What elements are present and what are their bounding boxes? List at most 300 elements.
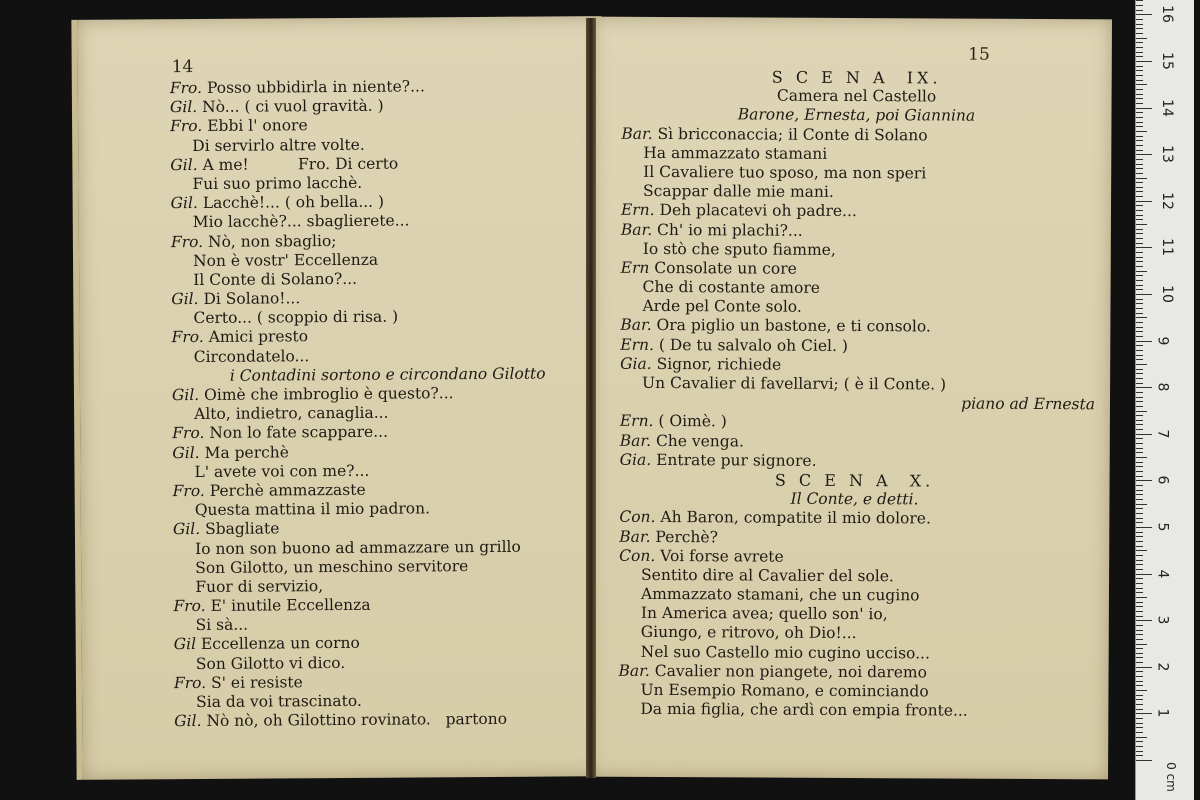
ruler-tick (1136, 639, 1143, 640)
ruler-number: 14 (1158, 98, 1175, 117)
speaker-label: Gil. (170, 194, 198, 213)
ruler-tick (1136, 429, 1143, 430)
verse-line (171, 230, 545, 252)
line-text: Alto, indietro, canaglia... (194, 403, 389, 424)
ruler-tick (1136, 364, 1147, 365)
verse-line (621, 239, 1096, 261)
ruler-tick (1136, 690, 1147, 691)
ruler-tick (1136, 196, 1143, 197)
verse-line (171, 192, 545, 214)
ruler-tick (1136, 723, 1143, 724)
line-text: Giungo, e ritrovo, oh Dio!... (640, 623, 857, 643)
verse-line (619, 585, 1094, 607)
speaker-label: Ern (620, 258, 650, 277)
verse-line (173, 518, 547, 540)
ruler-tick (1136, 14, 1152, 15)
verse-line (618, 681, 1093, 703)
ruler-tick (1136, 61, 1152, 62)
ruler-tick (1136, 159, 1143, 160)
verse-line (620, 297, 1095, 319)
ruler-tick (1136, 606, 1143, 607)
speaker-label: Fro. (172, 424, 205, 443)
speaker-label: Gil. (172, 520, 201, 539)
ruler-number: 16 (1158, 5, 1175, 24)
ruler-tick (1136, 555, 1143, 556)
line-text: Il Cavaliere tuo sposo, ma non speri (643, 162, 927, 183)
ruler-tick (1136, 173, 1143, 174)
speaker-label: Gia. (620, 354, 652, 373)
line-text: Ma perchè (199, 442, 289, 462)
verse-line (622, 86, 1092, 108)
ruler-tick (1136, 438, 1143, 439)
right-page (588, 17, 1112, 780)
verse-line (621, 105, 1091, 127)
speaker-label: Bar. (620, 316, 652, 335)
line-text: Io stò che sputo fiamme, (642, 239, 836, 259)
ruler-tick (1136, 112, 1143, 113)
line-text: Ebbi l' onore (202, 116, 308, 136)
ruler-tick (1136, 154, 1152, 155)
verse-line (619, 662, 1094, 684)
book-gutter (586, 18, 596, 778)
ruler-tick (1136, 667, 1152, 668)
ruler-tick (1136, 630, 1143, 631)
ruler-tick (1136, 485, 1143, 486)
ruler-number: 8 (1154, 382, 1171, 392)
verse-line (170, 115, 544, 137)
line-text: Eccellenza un corno (195, 634, 360, 654)
verse-line (170, 96, 544, 118)
verse-line (171, 211, 545, 233)
ruler-tick (1136, 266, 1143, 267)
line-text: ( De tu salvalo oh Ciel. ) (653, 335, 848, 355)
ruler-tick (1136, 261, 1143, 262)
speaker-label: Fro. (170, 117, 203, 136)
verse-line (620, 431, 1095, 453)
ruler-tick (1136, 648, 1143, 649)
ruler-tick (1136, 317, 1147, 318)
verse-line (173, 595, 547, 617)
line-text: Ammazzato stamani, che un cugino (640, 584, 920, 605)
ruler-tick (1136, 355, 1143, 356)
verse-line (171, 268, 545, 290)
speaker-label: Bar. (620, 220, 653, 239)
verse-line (620, 374, 1095, 396)
ruler-tick (1136, 713, 1152, 714)
verse-line (622, 67, 1092, 89)
ruler-tick (1136, 38, 1147, 39)
ruler-tick (1136, 466, 1143, 467)
ruler-tick (1136, 504, 1147, 505)
speaker-label: Ern. (620, 201, 655, 220)
ruler-tick (1136, 178, 1147, 179)
ruler-tick (1136, 406, 1143, 407)
ruler-tick (1136, 448, 1143, 449)
ruler-tick (1136, 94, 1143, 95)
line-text: Son Gilotto, un meschino servitore (195, 556, 469, 577)
line-text: Nò nò, oh Gilottino rovinato. partono (201, 710, 508, 731)
speaker-label: Ern. (620, 335, 654, 354)
ruler-tick (1136, 89, 1143, 90)
ruler-tick (1136, 359, 1143, 360)
verse-line (621, 144, 1096, 166)
ruler-tick (1136, 0, 1143, 1)
ruler-tick (1136, 741, 1143, 742)
line-text: S' ei resiste (206, 673, 303, 692)
line-text: Non è vostr' Eccellenza (192, 250, 379, 270)
ruler-number: 10 (1158, 285, 1175, 303)
line-text: Questa mattina il mio padron. (194, 499, 431, 520)
left-page (71, 16, 606, 780)
ruler-tick (1136, 411, 1147, 412)
line-text: piano ad Ernesta (961, 394, 1096, 414)
ruler-tick (1136, 182, 1143, 183)
ruler-tick (1136, 378, 1143, 379)
verse-line (172, 384, 546, 406)
ruler-tick (1136, 574, 1152, 575)
line-text: Il Conte, e detti. (790, 489, 919, 509)
ruler-tick (1136, 550, 1147, 551)
verse-line (171, 307, 545, 329)
ruler-tick (1136, 471, 1143, 472)
line-text: Un Cavalier di favellarvi; ( è il Conte. ) (642, 373, 947, 394)
line-text: Entrate pur signore. (651, 450, 817, 470)
verse-line (619, 527, 1094, 549)
ruler-tick (1136, 681, 1143, 682)
verse-line (621, 124, 1096, 146)
verse-line (620, 470, 1090, 492)
ruler-tick (1136, 662, 1143, 663)
ruler-tick (1136, 397, 1143, 398)
ruler-number: 11 (1158, 238, 1175, 257)
ruler-tick (1136, 616, 1143, 617)
verse-line (173, 499, 547, 521)
ruler-tick (1136, 602, 1143, 603)
ruler-tick (1136, 709, 1143, 710)
ruler-tick (1136, 494, 1143, 495)
ruler-unit-label: 0 cm (1163, 762, 1178, 792)
ruler-tick (1136, 499, 1143, 500)
speaker-label: Fro. (171, 328, 204, 347)
ruler-tick (1136, 5, 1143, 6)
verse-line (172, 345, 546, 367)
speaker-label: Con. (619, 508, 656, 527)
ruler-number: 4 (1154, 569, 1171, 579)
line-text: Fui suo primo lacchè. (192, 173, 363, 193)
line-text: Mio lacchè?... sbaglierete... (192, 211, 410, 232)
line-text: S C E N A X. (774, 470, 935, 491)
verse-line (619, 642, 1094, 664)
speaker-label: Bar. (621, 124, 653, 143)
ruler-tick (1136, 699, 1143, 700)
ruler-number: 7 (1154, 429, 1171, 439)
ruler-tick (1136, 117, 1143, 118)
ruler-tick (1136, 98, 1143, 99)
ruler-tick (1136, 704, 1143, 705)
page-number-right: 15 (968, 44, 990, 65)
verse-line (174, 614, 548, 636)
verse-line (174, 633, 548, 655)
ruler-tick (1136, 369, 1143, 370)
ruler-tick (1136, 331, 1143, 332)
verse-line (170, 77, 544, 99)
ruler-tick (1136, 219, 1143, 220)
ruler-tick (1136, 56, 1143, 57)
ruler-tick (1136, 164, 1143, 165)
ruler-tick (1136, 52, 1143, 53)
verse-line (620, 451, 1095, 473)
verse-line (172, 460, 546, 482)
line-text: Nel suo Castello mio cugino ucciso... (640, 642, 930, 663)
ruler-tick (1136, 150, 1143, 151)
ruler-tick (1136, 564, 1143, 565)
line-text: Che venga. (650, 431, 744, 451)
ruler-tick (1136, 187, 1143, 188)
line-text: Non lo fate scappare... (204, 423, 389, 443)
ruler-tick (1136, 336, 1143, 337)
ruler-tick (1136, 205, 1143, 206)
line-text: Perchè ammazzaste (204, 480, 366, 500)
ruler-tick (1136, 657, 1143, 658)
verse-line (621, 259, 1096, 281)
line-text: Deh placatevi oh padre... (654, 201, 857, 221)
verse-line (621, 163, 1096, 185)
ruler-tick (1136, 527, 1152, 528)
ruler-tick (1136, 294, 1152, 295)
speaker-label: Fro. (172, 481, 205, 501)
ruler-tick (1136, 303, 1143, 304)
ruler-tick (1136, 224, 1147, 225)
line-text: Camera nel Castello (776, 86, 937, 106)
left-page-text (170, 77, 548, 732)
ruler-number: 15 (1158, 52, 1175, 70)
line-text: Signor, richiede (651, 354, 782, 374)
speaker-label: Gil. (170, 155, 198, 174)
ruler-tick (1136, 653, 1143, 654)
ruler-tick (1136, 462, 1143, 463)
ruler-tick (1136, 518, 1143, 519)
ruler-tick (1136, 280, 1143, 281)
ruler-tick (1136, 322, 1143, 323)
verse-line (174, 710, 548, 732)
speaker-label: Bar. (619, 431, 652, 450)
verse-line (620, 316, 1095, 338)
ruler-tick (1136, 387, 1152, 388)
verse-line (172, 441, 546, 463)
ruler-tick (1136, 434, 1152, 435)
ruler-tick (1136, 289, 1143, 290)
verse-line (172, 326, 546, 348)
ruler-tick (1136, 634, 1143, 635)
ruler-tick (1136, 578, 1143, 579)
ruler-tick (1136, 508, 1143, 509)
ruler-tick (1136, 341, 1152, 342)
ruler-tick (1136, 546, 1143, 547)
ruler-tick (1136, 536, 1143, 537)
line-text: Circondatelo... (193, 346, 310, 366)
verse-line (174, 671, 548, 693)
ruler-tick (1136, 611, 1143, 612)
ruler-tick (1136, 755, 1143, 756)
line-text: Cavalier non piangete, noi daremo (649, 661, 927, 682)
ruler-tick (1136, 751, 1143, 752)
ruler-tick (1136, 191, 1143, 192)
verse-line (173, 556, 547, 578)
ruler-tick (1136, 313, 1143, 314)
speaker-label: Con. (619, 546, 656, 565)
ruler-tick (1136, 136, 1143, 137)
ruler-tick (1136, 676, 1143, 677)
verse-line (174, 652, 548, 674)
line-text: Ora piglio un bastone, e ti consolo. (651, 316, 931, 336)
line-text: Fuor di servizio, (195, 576, 324, 596)
line-text: Ch' io mi plachi?... (652, 220, 803, 240)
ruler-tick (1136, 145, 1143, 146)
verse-line (619, 508, 1094, 530)
ruler-tick (1136, 75, 1143, 76)
line-text: Barone, Ernesta, poi Giannina (737, 105, 976, 126)
ruler-tick (1136, 108, 1152, 109)
ruler-tick (1136, 168, 1143, 169)
ruler-tick (1136, 210, 1143, 211)
ruler-tick (1136, 80, 1143, 81)
line-text: Nò, non sbaglio; (202, 231, 337, 251)
verse-line (173, 575, 547, 597)
speaker-label: Gil. (172, 443, 200, 462)
line-text: Oimè che imbroglio è questo?... (199, 384, 454, 404)
ruler-tick (1136, 47, 1143, 48)
ruler-tick (1136, 247, 1152, 248)
ruler-tick (1136, 285, 1143, 286)
line-text: Certo... ( scoppio di risa. ) (193, 307, 399, 328)
line-text: Di Solano!... (198, 289, 301, 309)
verse-line (621, 182, 1096, 204)
ruler-tick (1136, 490, 1143, 491)
line-text: Scappar dalle mie mani. (643, 182, 834, 202)
ruler-tick (1136, 252, 1143, 253)
open-book (62, 18, 1122, 788)
line-text: Nò... ( ci vuol gravità. ) (197, 96, 384, 117)
ruler-tick (1136, 215, 1143, 216)
line-text: A me! Fro. Di certo (197, 154, 399, 174)
ruler-tick (1136, 625, 1143, 626)
ruler-tick (1136, 644, 1147, 645)
line-text: Un Esempio Romano, e cominciando (640, 680, 929, 701)
right-page-text (618, 67, 1096, 722)
ruler-tick (1136, 345, 1143, 346)
page-number-left: 14 (171, 57, 194, 78)
speaker-label: Fro. (170, 232, 204, 251)
ruler-tick (1136, 443, 1143, 444)
line-text: ( Oimè. ) (653, 412, 727, 431)
line-text: Di servirlo altre volte. (192, 135, 365, 155)
verse-line (172, 422, 546, 444)
line-text: Perchè? (650, 527, 718, 546)
ruler-number: 6 (1154, 475, 1171, 485)
ruler-tick (1136, 513, 1143, 514)
line-text: In America avea; quello son' io, (640, 604, 888, 624)
ruler-tick (1136, 84, 1147, 85)
verse-line (173, 537, 547, 559)
speaker-label: Bar. (619, 527, 651, 546)
ruler-tick (1136, 718, 1143, 719)
speaker-label: Gil. (171, 385, 200, 405)
line-text: L' avete voi con me?... (194, 461, 370, 481)
ruler-number: 2 (1154, 662, 1171, 672)
ruler-tick (1136, 19, 1143, 20)
speaker-label: Bar. (618, 661, 650, 680)
ruler-tick (1136, 620, 1152, 621)
ruler-tick (1136, 424, 1143, 425)
ruler-tick (1136, 122, 1143, 123)
ruler-tick (1136, 238, 1143, 239)
line-text: Amici presto (203, 327, 309, 347)
verse-line (621, 201, 1096, 223)
ruler-tick (1136, 383, 1143, 384)
ruler-tick (1136, 229, 1143, 230)
verse-line (619, 566, 1094, 588)
ruler-tick (1136, 10, 1143, 11)
ruler-tick (1136, 732, 1143, 733)
speaker-label: Gil (173, 635, 197, 654)
ruler-tick (1136, 695, 1143, 696)
ruler-number: 12 (1158, 191, 1175, 210)
verse-line (618, 700, 1093, 722)
ruler-number: 1 (1154, 708, 1171, 718)
line-text: Voi forse avrete (655, 546, 784, 566)
ruler-number: 5 (1154, 522, 1171, 532)
verse-line (172, 364, 546, 386)
verse-line (172, 403, 546, 425)
verse-line (170, 134, 544, 156)
line-text: Consolate un core (649, 258, 797, 278)
line-text: Sbagliate (200, 519, 280, 539)
ruler-tick (1136, 415, 1143, 416)
ruler-tick (1136, 299, 1143, 300)
line-text: Il Conte di Solano?... (193, 269, 358, 289)
ruler-tick (1136, 275, 1143, 276)
line-text: Sì bricconaccia; il Conte di Solano (652, 124, 928, 144)
speaker-label: Gil. (174, 712, 202, 731)
line-text: Arde pel Conte solo. (642, 297, 802, 316)
ruler-tick (1136, 480, 1152, 481)
verse-line (620, 335, 1095, 357)
speaker-label: Fro. (173, 596, 206, 616)
ruler-tick (1136, 271, 1147, 272)
ruler-tick (1136, 583, 1143, 584)
ruler-tick (1136, 671, 1143, 672)
ruler-number: 3 (1154, 615, 1171, 625)
verse-line (620, 393, 1095, 415)
ruler-tick (1136, 457, 1147, 458)
line-text: Si sà... (195, 615, 249, 635)
ruler-tick (1136, 737, 1147, 738)
verse-line (173, 479, 547, 501)
ruler-tick (1136, 560, 1143, 561)
ruler-tick (1136, 569, 1143, 570)
ruler-tick (1136, 727, 1143, 728)
ruler-tick (1136, 588, 1143, 589)
line-text: Che di costante amore (642, 277, 820, 297)
ruler-tick (1136, 522, 1143, 523)
ruler-tick (1136, 243, 1143, 244)
line-text: Io non son buono ad ammazzare un grillo (194, 537, 521, 558)
ruler-tick (1136, 327, 1143, 328)
speaker-label: Gia. (619, 450, 652, 469)
verse-line (171, 288, 545, 310)
ruler-tick (1136, 103, 1143, 104)
verse-line (619, 623, 1094, 645)
